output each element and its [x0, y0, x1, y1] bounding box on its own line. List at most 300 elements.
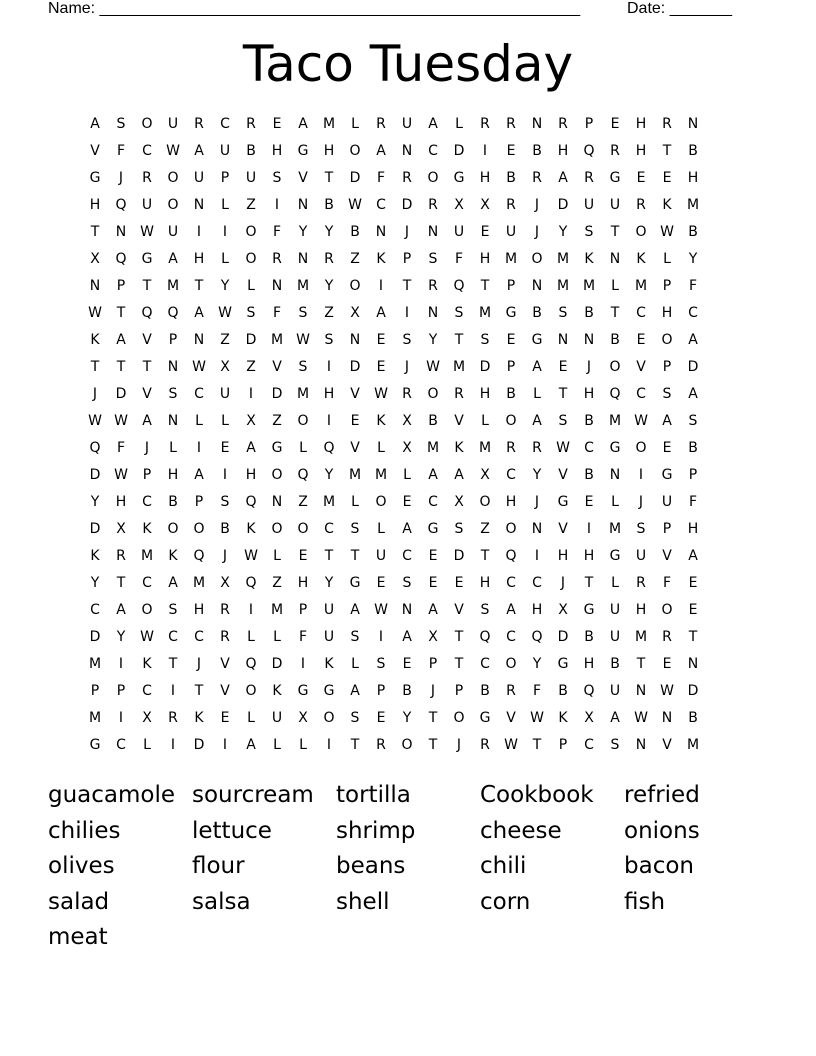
grid-letter: N [609, 467, 621, 483]
grid-letter: R [584, 170, 594, 186]
grid-letter: A [688, 548, 698, 564]
grid-letter: R [402, 170, 412, 186]
grid-letter: F [116, 143, 126, 159]
grid-letter: E [506, 143, 516, 159]
grid-letter: S [454, 521, 464, 537]
grid-letter: O [245, 224, 257, 240]
grid-letter: U [271, 710, 283, 726]
grid-letter: J [586, 359, 592, 375]
grid-letter: K [272, 683, 282, 699]
grid-letter: T [116, 575, 126, 591]
grid-letter: C [324, 521, 334, 537]
grid-letter: C [636, 386, 646, 402]
grid-letter: E [480, 224, 490, 240]
grid-letter: E [610, 116, 620, 132]
grid-letter: E [376, 575, 386, 591]
grid-letter: Y [220, 278, 230, 294]
grid-letter: M [478, 440, 492, 456]
grid-letter: O [427, 170, 439, 186]
grid-letter: U [505, 224, 517, 240]
grid-letter: W [504, 737, 518, 753]
grid-letter: O [193, 521, 205, 537]
grid-letter: S [220, 494, 230, 510]
grid-letter: W [374, 386, 388, 402]
grid-letter: H [583, 386, 595, 402]
grid-letter: C [168, 629, 178, 645]
grid-letter: N [115, 224, 127, 240]
grid-letter: S [558, 305, 568, 321]
grid-letter: R [376, 116, 386, 132]
grid-letter: P [142, 467, 152, 483]
grid-letter: H [479, 386, 491, 402]
grid-letter: H [193, 251, 205, 267]
grid-letter: J [404, 359, 410, 375]
grid-letter: W [634, 413, 648, 429]
grid-letter: M [296, 386, 310, 402]
grid-letter: V [662, 548, 672, 564]
grid-letter: O [245, 251, 257, 267]
grid-letter: E [662, 440, 672, 456]
grid-letter: D [401, 197, 413, 213]
grid-letter: H [479, 575, 491, 591]
grid-letter: D [349, 359, 361, 375]
grid-letter: N [193, 197, 205, 213]
grid-letter: A [194, 467, 204, 483]
word-list-item: olives [48, 853, 115, 879]
grid-letter: R [428, 197, 438, 213]
grid-letter: Q [245, 656, 257, 672]
grid-letter: K [194, 710, 204, 726]
grid-letter: S [246, 305, 256, 321]
grid-letter: E [402, 656, 412, 672]
grid-letter: Q [323, 440, 335, 456]
grid-letter: L [247, 710, 255, 726]
grid-letter: B [584, 413, 594, 429]
grid-letter: Z [220, 332, 230, 348]
grid-letter: T [454, 332, 464, 348]
grid-letter: H [635, 602, 647, 618]
grid-letter: P [662, 359, 672, 375]
grid-letter: C [480, 656, 490, 672]
word-list-item: corn [480, 888, 531, 915]
grid-letter: Q [609, 386, 621, 402]
grid-letter: V [454, 602, 464, 618]
grid-letter: I [196, 440, 202, 456]
grid-letter: G [583, 602, 595, 618]
grid-letter: T [350, 548, 360, 564]
grid-letter: D [245, 332, 257, 348]
grid-letter: F [532, 683, 542, 699]
grid-letter: I [482, 143, 488, 159]
grid-letter: D [349, 170, 361, 186]
grid-letter: O [297, 413, 309, 429]
word-list-item: fish [624, 888, 666, 915]
grid-letter: T [480, 278, 490, 294]
grid-letter: T [480, 548, 490, 564]
grid-letter: R [480, 737, 490, 753]
grid-letter: Y [402, 710, 412, 726]
grid-letter: B [168, 494, 178, 510]
grid-letter: M [88, 656, 102, 672]
grid-letter: W [426, 359, 440, 375]
grid-letter: B [584, 467, 594, 483]
grid-letter: B [688, 224, 698, 240]
grid-row [82, 573, 758, 600]
grid-letter: A [168, 575, 178, 591]
grid-letter: S [688, 413, 698, 429]
grid-letter: G [271, 440, 283, 456]
grid-letter: U [167, 224, 179, 240]
grid-letter: I [326, 737, 332, 753]
grid-letter: M [166, 278, 180, 294]
grid-letter: A [90, 116, 100, 132]
grid-letter: Z [246, 359, 256, 375]
grid-letter: F [272, 305, 282, 321]
grid-letter: G [349, 575, 361, 591]
grid-letter: K [90, 548, 100, 564]
page-title: Taco Tuesday [242, 35, 574, 93]
word-list-item: onions [624, 817, 700, 844]
grid-row [82, 276, 758, 303]
grid-letter: F [454, 251, 464, 267]
grid-letter: O [635, 440, 647, 456]
grid-letter: E [688, 575, 698, 591]
grid-letter: W [218, 305, 232, 321]
grid-letter: A [246, 440, 256, 456]
grid-letter: S [376, 656, 386, 672]
grid-letter: C [142, 575, 152, 591]
grid-letter: R [506, 116, 516, 132]
grid-letter: O [427, 386, 439, 402]
word-list-item: salad [48, 888, 110, 915]
grid-letter: S [636, 521, 646, 537]
grid-letter: W [530, 710, 544, 726]
grid-letter: A [376, 305, 386, 321]
grid-letter: B [402, 683, 412, 699]
grid-letter: R [376, 737, 386, 753]
grid-letter: M [322, 494, 336, 510]
grid-letter: R [506, 440, 516, 456]
grid-letter: V [350, 386, 360, 402]
grid-letter: A [688, 332, 698, 348]
grid-letter: O [323, 710, 335, 726]
grid-letter: P [662, 521, 672, 537]
grid-letter: A [194, 143, 204, 159]
grid-letter: J [404, 224, 410, 240]
grid-letter: U [375, 548, 387, 564]
grid-letter: W [634, 710, 648, 726]
grid-letter: D [271, 656, 283, 672]
grid-row [82, 195, 758, 222]
word-list-item: beans [336, 853, 406, 879]
grid-letter: C [428, 143, 438, 159]
grid-letter: H [89, 197, 101, 213]
grid-letter: Y [90, 575, 100, 591]
grid-letter: Q [583, 143, 595, 159]
grid-letter: S [454, 305, 464, 321]
grid-letter: X [246, 413, 256, 429]
grid-letter: I [326, 359, 332, 375]
grid-letter: L [273, 737, 281, 753]
grid-letter: P [402, 251, 412, 267]
grid-letter: L [221, 197, 229, 213]
grid-letter: I [222, 737, 228, 753]
grid-letter: B [558, 683, 568, 699]
grid-letter: S [402, 332, 412, 348]
grid-letter: X [402, 440, 412, 456]
grid-row [82, 735, 758, 762]
grid-letter: O [635, 224, 647, 240]
grid-letter: D [557, 197, 569, 213]
grid-row [82, 600, 758, 627]
grid-letter: B [480, 683, 490, 699]
grid-letter: A [688, 386, 698, 402]
grid-letter: Q [531, 629, 543, 645]
grid-letter: N [167, 413, 179, 429]
grid-letter: I [170, 737, 176, 753]
grid-letter: U [609, 629, 621, 645]
grid-letter: E [636, 332, 646, 348]
grid-letter: H [167, 467, 179, 483]
grid-letter: E [350, 413, 360, 429]
grid-letter: P [558, 737, 568, 753]
grid-letter: J [222, 548, 228, 564]
grid-letter: U [323, 629, 335, 645]
grid-letter: T [532, 737, 542, 753]
grid-letter: R [142, 170, 152, 186]
grid-letter: L [299, 440, 307, 456]
grid-letter: Z [350, 251, 360, 267]
grid-letter: B [688, 440, 698, 456]
grid-letter: U [609, 197, 621, 213]
grid-row [82, 681, 758, 708]
grid-letter: R [532, 440, 542, 456]
grid-letter: O [271, 521, 283, 537]
grid-letter: Q [89, 440, 101, 456]
grid-letter: I [326, 413, 332, 429]
grid-letter: N [531, 278, 543, 294]
word-list-item: refried [624, 782, 700, 808]
grid-letter: C [116, 737, 126, 753]
grid-letter: N [427, 305, 439, 321]
grid-letter: T [428, 710, 438, 726]
word-list-item: chilies [48, 817, 121, 844]
grid-letter: I [196, 224, 202, 240]
grid-letter: P [116, 683, 126, 699]
grid-letter: E [220, 440, 230, 456]
grid-letter: H [323, 386, 335, 402]
grid-letter: W [660, 224, 674, 240]
grid-letter: D [89, 629, 101, 645]
grid-letter: O [141, 116, 153, 132]
grid-letter: R [402, 386, 412, 402]
grid-letter: T [90, 224, 100, 240]
grid-letter: I [586, 521, 592, 537]
grid-letter: B [350, 224, 360, 240]
grid-letter: N [375, 224, 387, 240]
word-list-item: shell [336, 888, 390, 915]
grid-letter: A [246, 737, 256, 753]
grid-letter: T [116, 359, 126, 375]
grid-letter: N [687, 116, 699, 132]
grid-letter: N [609, 251, 621, 267]
grid-letter: Z [246, 197, 256, 213]
grid-letter: U [401, 116, 413, 132]
grid-letter: M [88, 710, 102, 726]
word-list-item: Cookbook [480, 782, 594, 808]
grid-letter: O [505, 413, 517, 429]
word-list-item: chili [480, 853, 527, 879]
grid-letter: S [116, 116, 126, 132]
grid-letter: H [635, 143, 647, 159]
grid-letter: K [636, 251, 646, 267]
grid-letter: W [166, 143, 180, 159]
grid-letter: N [271, 494, 283, 510]
grid-letter: I [248, 386, 254, 402]
grid-letter: O [167, 521, 179, 537]
grid-letter: Q [505, 548, 517, 564]
grid-letter: A [402, 629, 412, 645]
grid-letter: A [662, 413, 672, 429]
grid-letter: D [193, 737, 205, 753]
grid-row [82, 141, 758, 168]
grid-row [82, 114, 758, 141]
grid-letter: M [296, 278, 310, 294]
grid-letter: G [89, 737, 101, 753]
grid-letter: M [322, 116, 336, 132]
grid-letter: I [222, 467, 228, 483]
grid-letter: E [272, 116, 282, 132]
word-list-item: flour [192, 853, 245, 879]
grid-letter: V [220, 683, 230, 699]
grid-letter: C [532, 575, 542, 591]
grid-letter: Q [245, 575, 257, 591]
grid-letter: Y [324, 575, 334, 591]
grid-letter: D [557, 629, 569, 645]
grid-letter: R [662, 116, 672, 132]
grid-letter: E [662, 170, 672, 186]
grid-letter: Y [324, 467, 334, 483]
grid-letter: I [248, 602, 254, 618]
word-list-item: sourcream [192, 782, 314, 808]
grid-letter: K [246, 521, 256, 537]
grid-letter: H [635, 116, 647, 132]
grid-letter: N [635, 737, 647, 753]
grid-letter: P [454, 683, 464, 699]
grid-letter: O [349, 278, 361, 294]
grid-letter: O [245, 683, 257, 699]
grid-letter: D [687, 359, 699, 375]
grid-letter: C [506, 629, 516, 645]
grid-letter: E [454, 575, 464, 591]
grid-letter: S [480, 602, 490, 618]
grid-letter: D [453, 143, 465, 159]
grid-letter: C [90, 602, 100, 618]
grid-letter: O [609, 359, 621, 375]
grid-letter: K [142, 656, 152, 672]
grid-letter: I [170, 683, 176, 699]
grid-letter: T [194, 278, 204, 294]
grid-letter: O [531, 251, 543, 267]
word-list-item: guacamole [48, 782, 176, 808]
grid-letter: A [402, 521, 412, 537]
grid-letter: Q [167, 305, 179, 321]
grid-letter: Y [324, 278, 334, 294]
grid-letter: C [142, 683, 152, 699]
grid-letter: V [558, 467, 568, 483]
grid-letter: T [428, 737, 438, 753]
grid-row [82, 627, 758, 654]
grid-letter: B [220, 521, 230, 537]
grid-letter: B [610, 656, 620, 672]
grid-letter: A [298, 116, 308, 132]
grid-letter: L [533, 386, 541, 402]
grid-letter: V [142, 386, 152, 402]
grid-letter: N [401, 602, 413, 618]
grid-letter: C [506, 467, 516, 483]
grid-letter: B [688, 143, 698, 159]
grid-letter: H [557, 143, 569, 159]
grid-letter: A [532, 359, 542, 375]
grid-letter: C [220, 116, 230, 132]
grid-letter: O [453, 710, 465, 726]
grid-letter: K [168, 548, 178, 564]
grid-letter: C [506, 575, 516, 591]
grid-letter: B [428, 413, 438, 429]
grid-letter: H [193, 602, 205, 618]
grid-letter: X [142, 710, 152, 726]
grid-letter: V [350, 440, 360, 456]
grid-letter: J [118, 170, 124, 186]
grid-letter: A [116, 602, 126, 618]
grid-letter: Q [453, 278, 465, 294]
grid-letter: B [584, 305, 594, 321]
grid-letter: Y [298, 224, 308, 240]
grid-letter: Y [688, 251, 698, 267]
grid-letter: M [556, 278, 570, 294]
grid-letter: N [271, 278, 283, 294]
grid-letter: L [351, 116, 359, 132]
grid-letter: O [661, 602, 673, 618]
grid-letter: V [558, 521, 568, 537]
grid-letter: C [428, 494, 438, 510]
grid-letter: Q [297, 467, 309, 483]
grid-letter: U [453, 224, 465, 240]
grid-letter: Z [298, 494, 308, 510]
grid-letter: H [687, 170, 699, 186]
grid-letter: M [348, 467, 362, 483]
grid-letter: J [144, 440, 150, 456]
grid-letter: E [428, 548, 438, 564]
grid-letter: J [534, 197, 540, 213]
grid-letter: M [478, 305, 492, 321]
grid-letter: V [272, 359, 282, 375]
grid-letter: L [377, 521, 385, 537]
grid-letter: Z [480, 521, 490, 537]
grid-letter: Y [532, 467, 542, 483]
grid-letter: R [428, 278, 438, 294]
grid-letter: L [663, 251, 671, 267]
grid-letter: I [378, 629, 384, 645]
grid-letter: X [454, 494, 464, 510]
grid-letter: L [403, 467, 411, 483]
grid-letter: L [247, 278, 255, 294]
grid-letter: N [635, 683, 647, 699]
grid-letter: I [300, 656, 306, 672]
word-list-item: bacon [624, 853, 694, 879]
grid-letter: M [686, 197, 700, 213]
grid-letter: W [660, 683, 674, 699]
